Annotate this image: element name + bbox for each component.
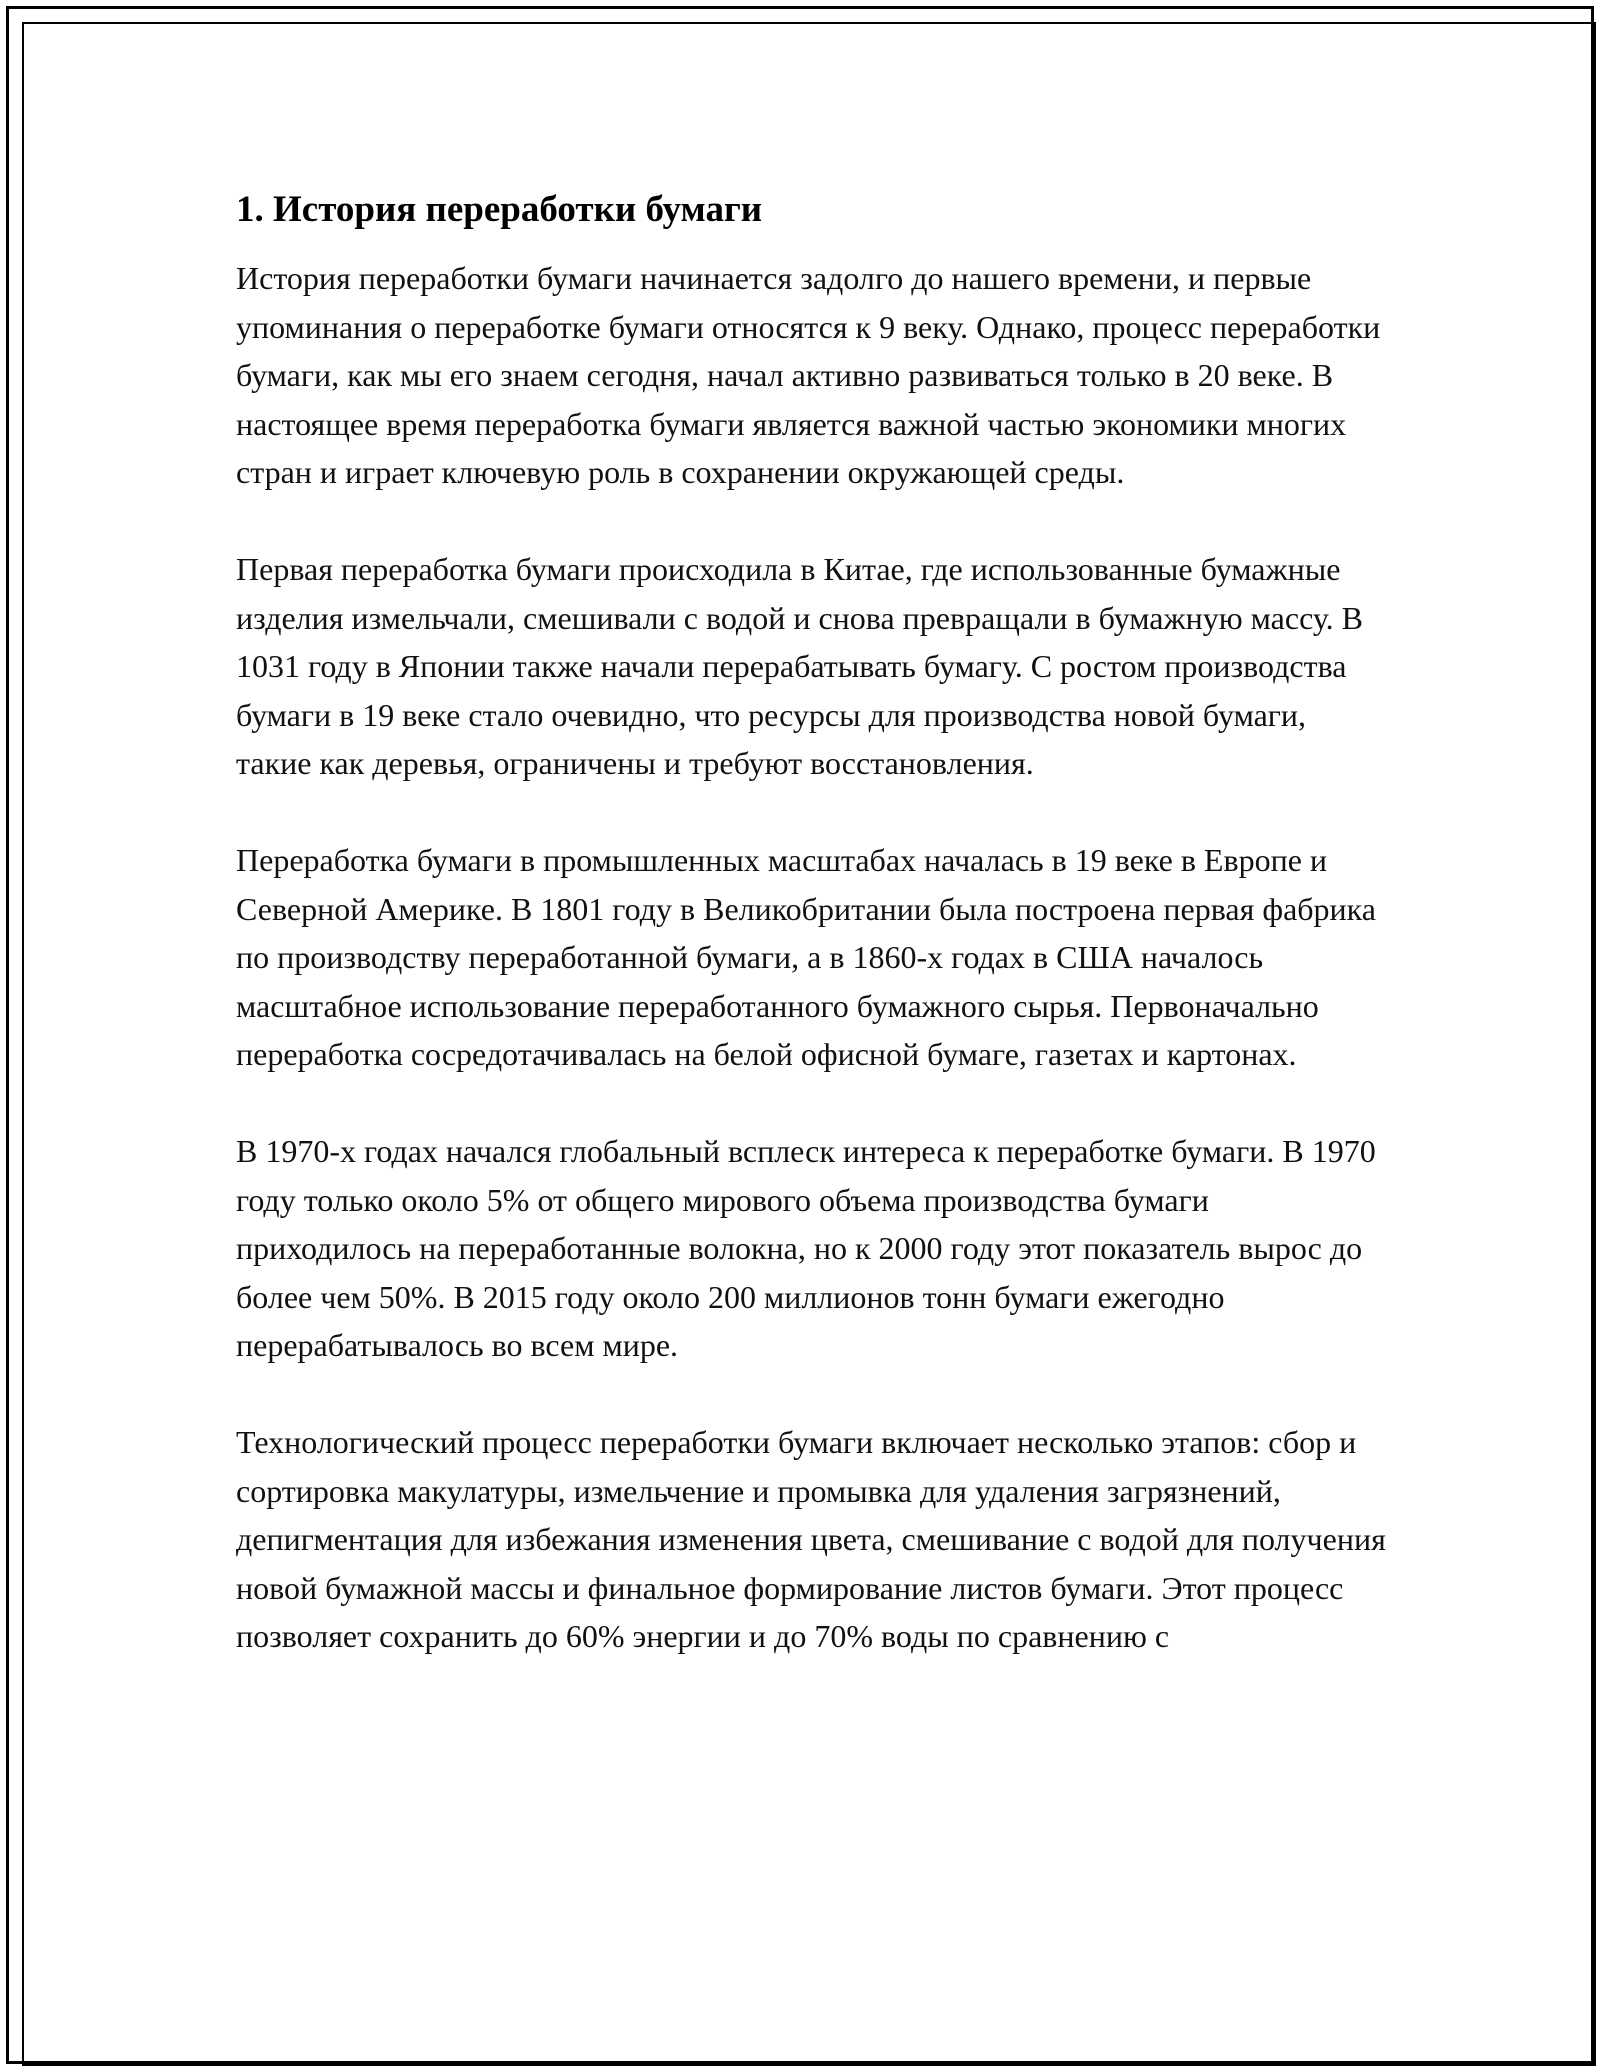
document-body [236,186,1386,1709]
paragraph-5: Технологический процесс переработки бумаги включает несколько этапов: сбор и сортировка макулатуры, измельчение и промывка для удаления загрязнений, депигментация для избежания изменения цвета, смешивание с водой для получения новой бумажной массы и финальное формирование листов бумаги. Этот процесс позволяет сохранить до 60% энергии и до 70% воды по сравнению с [236,1424,1386,1654]
section-heading: 1. История переработки бумаги [236,189,763,230]
paragraph-1: История переработки бумаги начинается задолго до нашего времени, и первые упоминания о переработке бумаги относятся к 9 веку. Однако, процесс переработки бумаги, как мы его знаем сегодня, начал активно развиваться только в 20 веке. В настоящее время переработка бумаги является важной частью экономики многих стран и играет ключевую роль в сохранении окружающей среды. [236,260,1381,490]
paragraph-4: В 1970-х годах начался глобальный всплеск интереса к переработке бумаги. В 1970 году только около 5% от общего мирового объема производства бумаги приходилось на переработанные волокна, но к 2000 году этот показатель вырос до более чем 50%. В 2015 году около 200 миллионов тонн бумаги ежегодно перерабатывалось во всем мире. [236,1133,1376,1363]
paragraph-2: Первая переработка бумаги происходила в Китае, где использованные бумажные изделия измельчали, смешивали с водой и снова превращали в бумажную массу. В 1031 году в Японии также начали перерабатывать бумагу. С ростом производства бумаги в 19 веке стало очевидно, что ресурсы для производства новой бумаги, такие как деревья, ограничены и требуют восстановления. [236,551,1363,781]
paragraph-3: Переработка бумаги в промышленных масштабах началась в 19 веке в Европе и Северной Америке. В 1801 году в Великобритании была построена первая фабрика по производству переработанной бумаги, а в 1860-х годах в США началось масштабное использование переработанного бумажного сырья. Первоначально переработка сосредотачивалась на белой офисной бумаге, газетах и картонах. [236,842,1376,1072]
